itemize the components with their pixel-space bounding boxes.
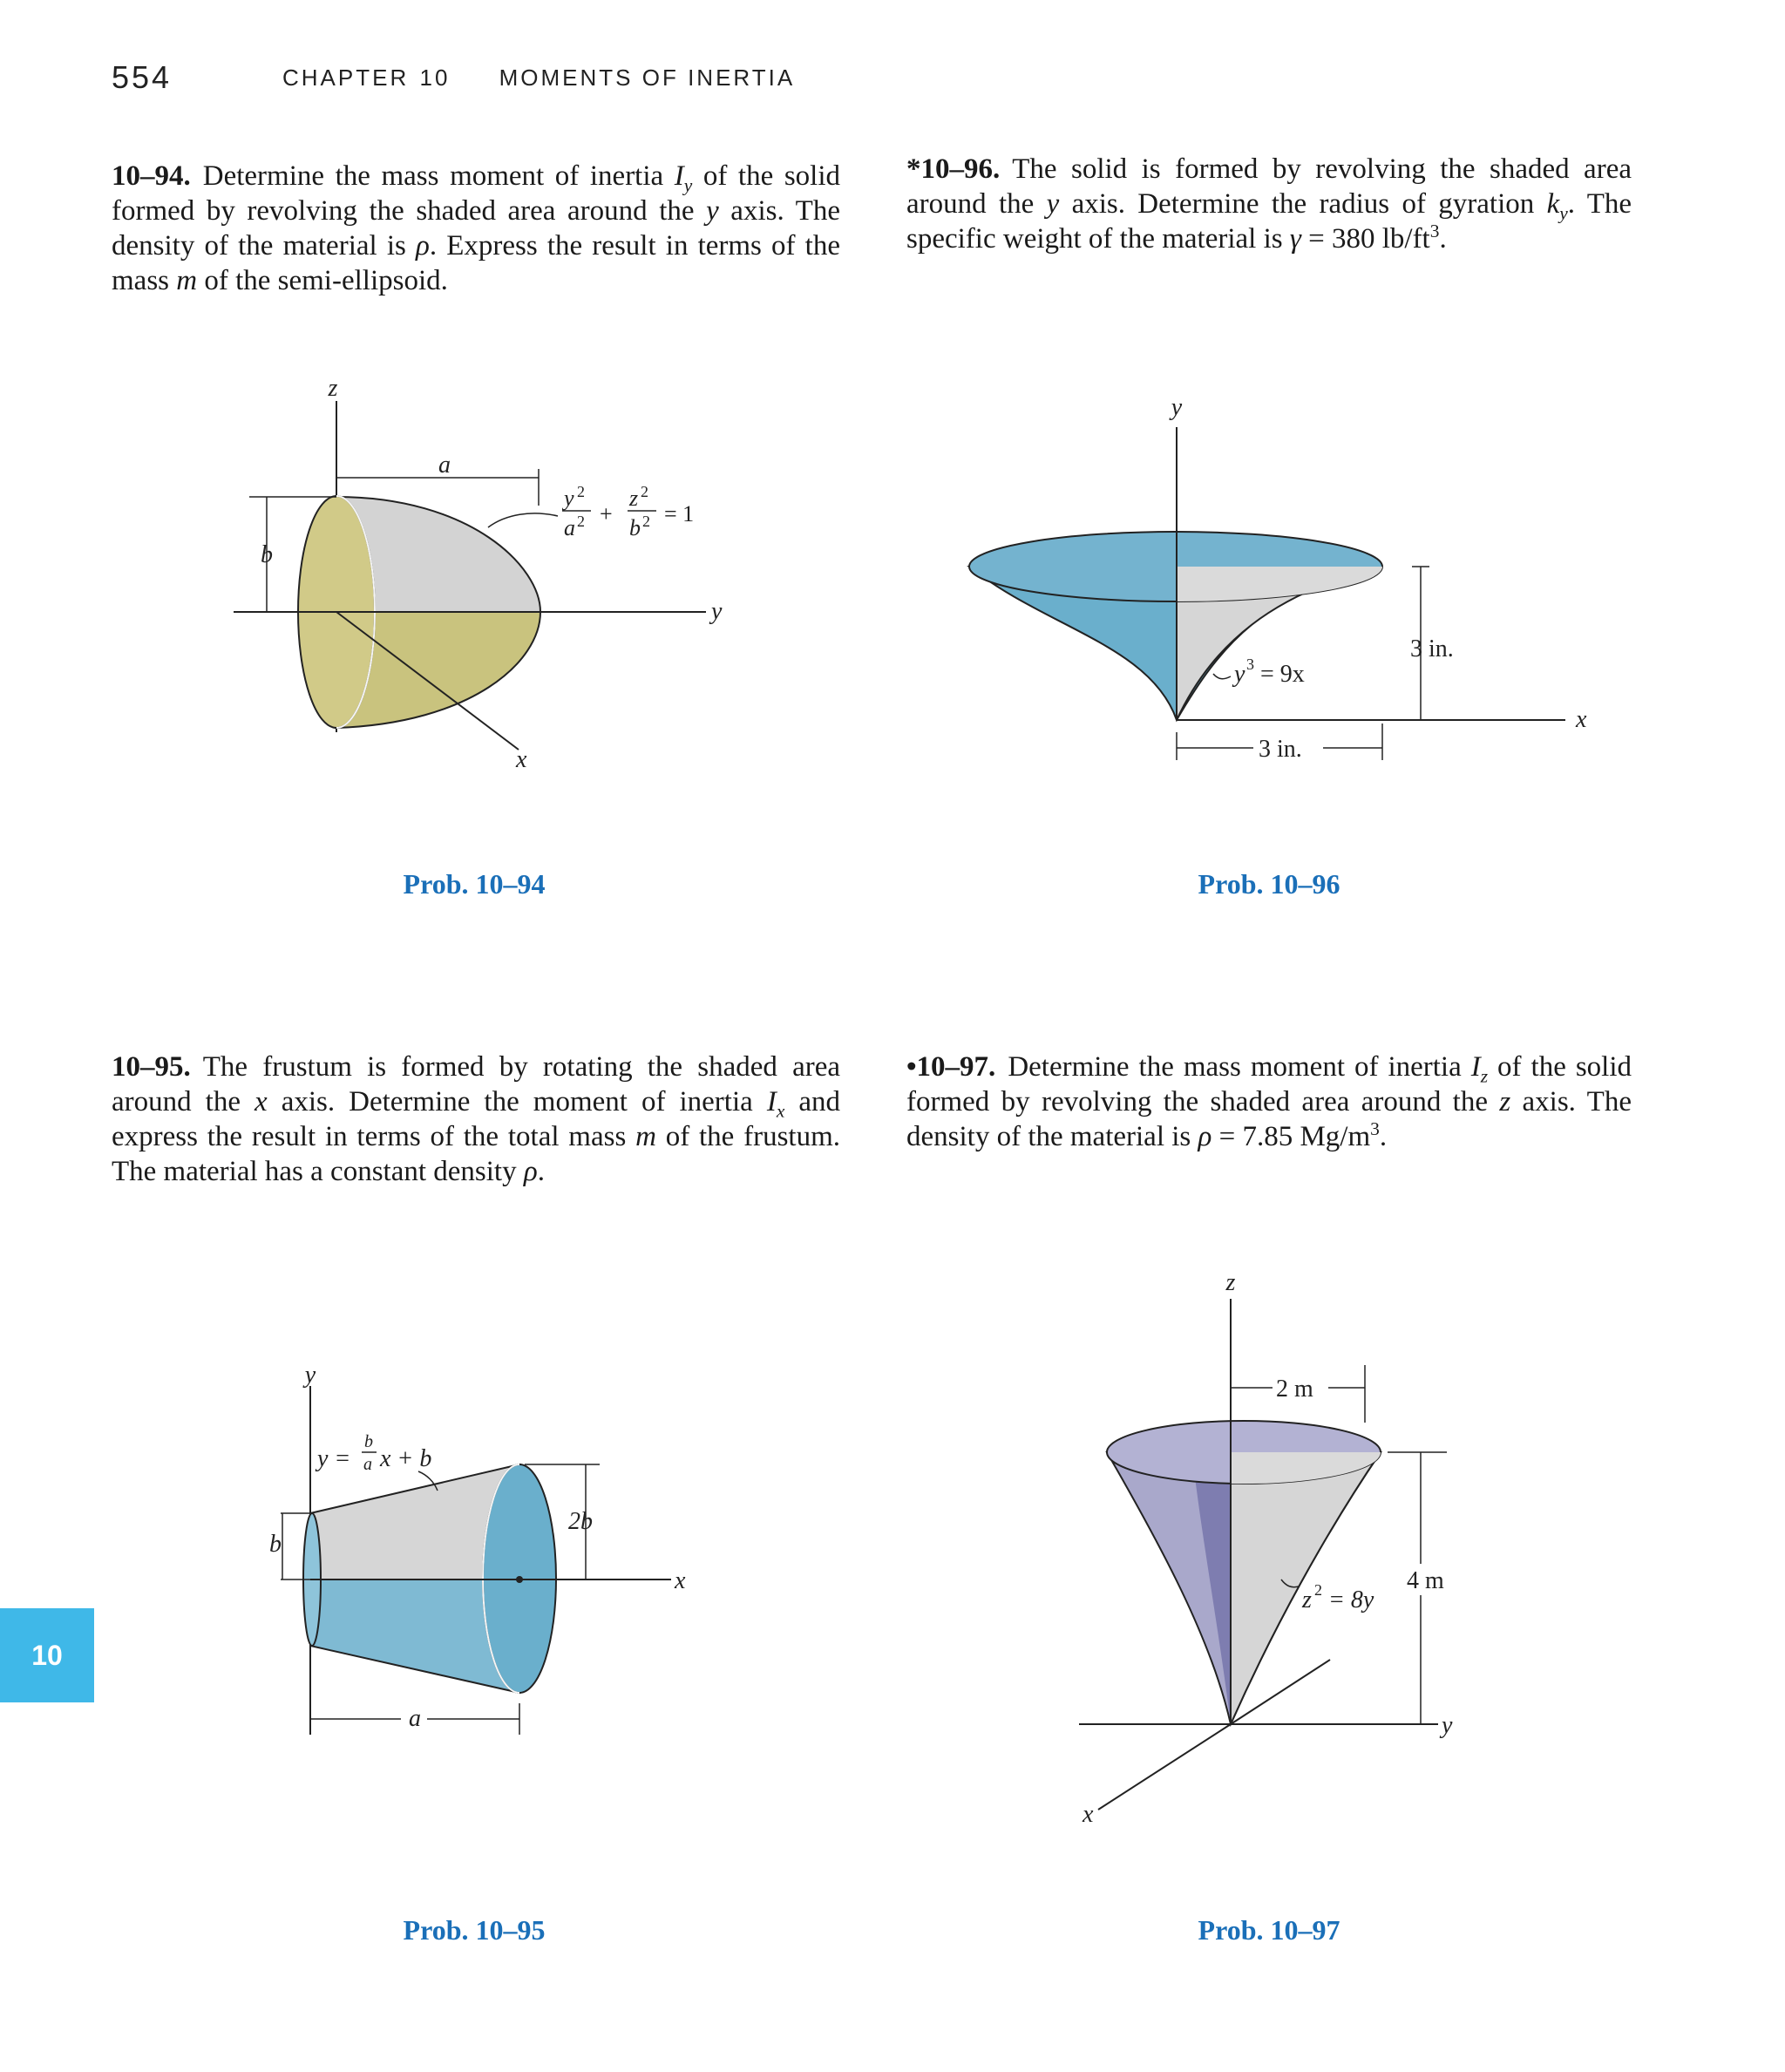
problem-10-94-text xyxy=(112,159,840,298)
eq-rest: = 9x xyxy=(1260,661,1305,688)
equation-leader xyxy=(488,513,558,527)
problem-number: 10–95. xyxy=(112,1051,191,1083)
eq-sq: 2 xyxy=(642,513,650,530)
chapter-tab-label: 10 xyxy=(31,1639,63,1671)
problem-text: The solid is formed by revolving the shaded area around the xyxy=(906,153,1632,220)
chapter-number: 10 xyxy=(419,65,451,91)
label-2b: 2b xyxy=(568,1508,593,1535)
label-height: 3 in. xyxy=(1410,635,1454,662)
figure-10-94 xyxy=(218,375,758,793)
math-var: m xyxy=(176,265,198,296)
chapter-tab xyxy=(0,1608,94,1702)
eq-a: a xyxy=(564,515,575,540)
chapter-label: CHAPTER xyxy=(282,65,410,91)
math-sub: x xyxy=(776,1100,785,1122)
eq-plus: + xyxy=(600,501,613,526)
math-sub: y xyxy=(1559,202,1568,224)
math-var: y xyxy=(1046,188,1060,220)
label-x: x xyxy=(675,1567,686,1594)
math-var: m xyxy=(635,1121,656,1152)
eq-rest: = 8y xyxy=(1328,1586,1374,1613)
eq-sq: 2 xyxy=(641,483,648,500)
eq-y: y xyxy=(1234,661,1245,688)
caption-10-96: Prob. 10–96 xyxy=(1198,868,1340,900)
label-a: a xyxy=(409,1705,421,1732)
label-b: b xyxy=(261,541,273,568)
page-number: 554 xyxy=(112,59,173,95)
math-var: z xyxy=(1499,1086,1511,1118)
problem-text: and express the result in terms of the total mass xyxy=(112,1086,841,1152)
math-sup: 3 xyxy=(1429,221,1440,241)
figure-10-97 xyxy=(1063,1255,1551,1831)
label-z: z xyxy=(1225,1269,1236,1296)
eq-rest: x + b xyxy=(380,1445,432,1472)
eq-z: z xyxy=(1302,1586,1312,1613)
math-var: y xyxy=(706,195,719,227)
caption-10-95: Prob. 10–95 xyxy=(403,1914,546,1946)
problem-10-97-text xyxy=(906,1050,1632,1154)
label-z: z xyxy=(328,375,338,402)
problem-text: Determine the mass moment of inertia xyxy=(1008,1051,1471,1083)
problem-number: *10–96. xyxy=(906,153,1001,185)
problem-number: •10–97. xyxy=(906,1051,996,1083)
math-var: γ xyxy=(1289,223,1301,255)
curve-equation xyxy=(1232,656,1305,688)
eq-num: b xyxy=(364,1432,373,1451)
label-radius: 2 m xyxy=(1276,1376,1313,1403)
line-equation xyxy=(315,1432,431,1474)
math-var: ρ xyxy=(1198,1121,1212,1152)
problem-10-96-text xyxy=(906,152,1632,256)
problem-text: = 7.85 Mg/m xyxy=(1211,1121,1371,1152)
eq-y: y xyxy=(564,486,574,511)
problem-text: . The specific weight of the material is xyxy=(906,188,1632,255)
math-var: ρ xyxy=(523,1156,538,1187)
problem-text: = 380 lb/ft xyxy=(1300,223,1430,255)
label-height: 4 m xyxy=(1407,1567,1444,1594)
figure-10-96 xyxy=(959,384,1621,785)
problem-10-95-text xyxy=(112,1050,840,1189)
label-width: 3 in. xyxy=(1259,736,1302,763)
problem-text: of the solid formed by revolving the shaded area around the xyxy=(906,1051,1632,1118)
problem-text: . xyxy=(537,1156,545,1187)
problem-text: of the semi-ellipsoid. xyxy=(197,265,448,296)
eq-sup: 3 xyxy=(1246,656,1254,673)
label-y: y xyxy=(304,1362,316,1389)
problem-text: . xyxy=(1379,1121,1388,1152)
problem-text: axis. The density of the material is xyxy=(906,1086,1632,1152)
top-ellipse-cut xyxy=(1177,567,1382,601)
x-axis-line xyxy=(1098,1724,1231,1810)
problem-text: of the frustum. The material has a constant density xyxy=(112,1121,840,1187)
label-y: y xyxy=(1171,394,1183,421)
curve-equation xyxy=(1301,1581,1374,1613)
problem-number: 10–94. xyxy=(112,160,191,192)
math-sub: y xyxy=(683,174,693,196)
ellipse-equation xyxy=(561,483,694,540)
eq-den: a xyxy=(363,1455,372,1474)
problem-text: axis. Determine the moment of inertia xyxy=(267,1086,767,1118)
eq-sq: 2 xyxy=(577,483,585,500)
caption-10-94: Prob. 10–94 xyxy=(403,868,546,900)
label-y: y xyxy=(1442,1712,1453,1739)
label-x: x xyxy=(1576,706,1587,733)
eq-sq: 2 xyxy=(577,513,585,530)
math-var: I xyxy=(1470,1051,1481,1083)
eq-rhs: = 1 xyxy=(664,501,695,526)
math-sub: z xyxy=(1480,1065,1489,1087)
label-x: x xyxy=(516,746,527,773)
running-header xyxy=(112,59,1680,103)
eq-b: b xyxy=(629,515,641,540)
problem-text: The frustum is formed by rotating the shaded area around the xyxy=(112,1051,840,1118)
problem-text: Determine the mass moment of inertia xyxy=(202,160,675,192)
eq-z: z xyxy=(629,486,639,511)
math-var: ρ xyxy=(415,230,430,262)
math-var: k xyxy=(1546,188,1560,220)
problem-text: of the solid formed by revolving the shaded area around the xyxy=(112,160,841,227)
problem-text: axis. Determine the radius of gyration xyxy=(1059,188,1547,220)
chapter-title: MOMENTS OF INERTIA xyxy=(499,65,796,91)
math-sup: 3 xyxy=(1370,1118,1380,1139)
problem-text: . Express the result in terms of the mass xyxy=(112,230,840,296)
label-y: y xyxy=(711,598,723,625)
problem-text: axis. The density of the material is xyxy=(112,195,840,262)
chapter-heading xyxy=(282,65,795,92)
label-b: b xyxy=(269,1531,282,1558)
figure-10-95 xyxy=(244,1351,732,1752)
math-var: I xyxy=(674,160,684,192)
math-var: I xyxy=(766,1086,777,1118)
label-x: x xyxy=(1083,1801,1094,1828)
label-a: a xyxy=(438,452,451,479)
eq-sup: 2 xyxy=(1314,1581,1322,1599)
caption-10-97: Prob. 10–97 xyxy=(1198,1914,1340,1946)
equation-leader xyxy=(1213,674,1231,679)
math-var: x xyxy=(255,1086,268,1118)
eq-lhs: y = xyxy=(317,1445,351,1472)
problem-text: . xyxy=(1439,223,1447,255)
